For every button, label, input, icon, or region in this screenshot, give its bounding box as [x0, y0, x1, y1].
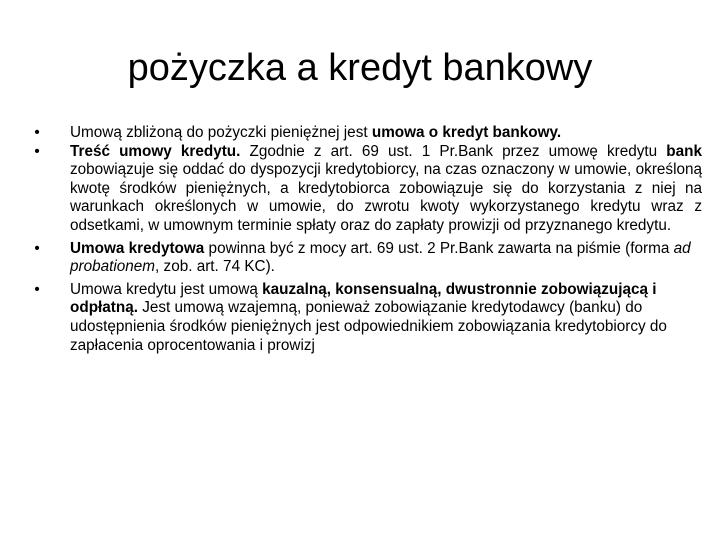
bullet-item-4	[30, 281, 702, 355]
bullet-text-4-part-3: Jest umową wzajemną, ponieważ zobowiązanie kredytodawcy (banku) do udostępnienia środków pieniężnych jest odpowiednikiem zobowiązania kredytobiorcy do zapłacenia oprocentowania i prowizj	[70, 299, 667, 354]
bullet-text-3-part-4: , zob. art. 74 KC).	[155, 258, 275, 276]
slide-title: pożyczka a kredyt bankowy	[127, 47, 593, 89]
bullet-text-2-part-2: Zgodnie z art. 69 ust. 1 Pr.Bank przez umowę kredytu	[240, 142, 667, 160]
bullet-text-3-part-1: Umowa kredytowa	[70, 239, 205, 257]
bullet-text-1-part-1: Umową zbliżoną do pożyczki pieniężnej jest	[70, 124, 372, 141]
bullet-list	[30, 124, 702, 355]
bullet-text-3-part-3: ad probationem	[70, 239, 691, 276]
bullet-text-4-part-1: Umowa kredytu jest umową	[70, 280, 263, 298]
bullet-text-2-part-3: bank	[666, 142, 702, 160]
bullet-dot-icon: •	[34, 239, 40, 257]
bullet-item-3	[30, 240, 702, 277]
bullet-dot-icon: •	[34, 142, 40, 160]
bullet-text-4-part-2: kauzalną, konsensualną, dwustronnie zobowiązującą i odpłatną.	[70, 280, 657, 317]
bullet-text-2-part-4: zobowiązuje się oddać do dyspozycji kredytobiorcy, na czas oznaczony w umowie, określoną kwotę środków pieniężnych, a kredytobiorca zobowiązuje się do korzystania z niej na warunkach określonych w umowie, do zwrotu kwoty wykorzystanego kredytu wraz z odsetkami, w umownym terminie spłaty oraz do zapłaty prowizji od przyznanego kredytu.	[70, 161, 702, 234]
bullet-text-2-part-1: Treść umowy kredytu.	[70, 142, 241, 160]
bullet-dot-icon: •	[34, 124, 40, 141]
bullet-item-2	[30, 143, 702, 236]
bullet-item-1	[30, 124, 702, 143]
bullet-dot-icon: •	[34, 280, 40, 298]
bullet-text-3-part-2: powinna być z mocy art. 69 ust. 2 Pr.Bank zawarta na piśmie (forma	[204, 239, 674, 257]
bullet-text-1-part-2: umowa o kredyt bankowy.	[371, 124, 562, 141]
